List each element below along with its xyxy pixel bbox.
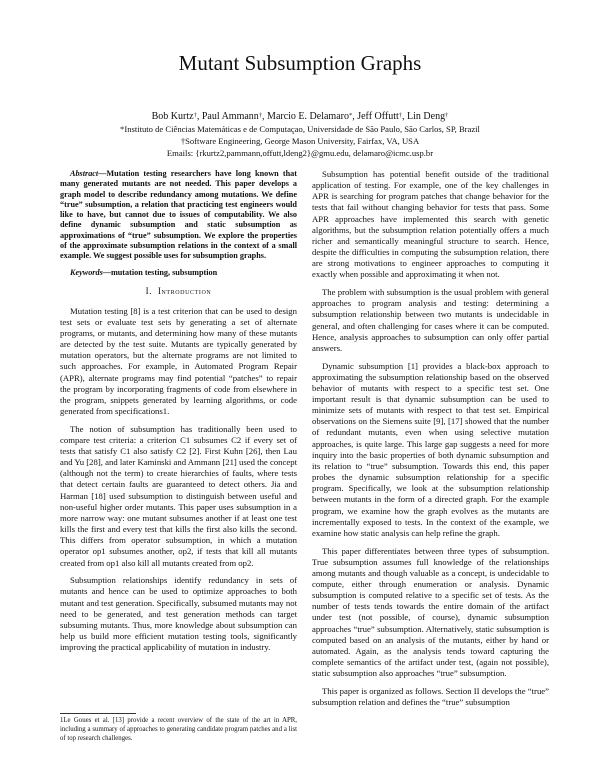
paragraph: Subsumption relationships identify redundancy in sets of mutants and hence can be used to optimize approaches to both mutant and test generation. Specifically, subsumed mutants may not need to be generated, and test generation methods can target subsuming mutants. Thus, more knowledge about subsumption can help us build more efficient mutation testing tools, significantly improving the practical applicability of mutation in industry. <box>60 575 297 653</box>
author-mark: † <box>445 112 449 119</box>
author-emails: Emails: {rkurtz2,pammann,offutt,ldeng2}@gmu.edu, delamaro@icmc.usp.br <box>166 148 434 158</box>
affiliation-line: *Instituto de Ciências Matemáticas e de Computaçao, Universidade de São Paulo, São Carlos, SP, Brazil <box>120 124 480 134</box>
author-name: Bob Kurtz <box>151 111 194 122</box>
author-mark: † <box>258 112 263 119</box>
author-name: Lin Deng <box>407 111 446 122</box>
paragraph: Mutation testing [8] is a test criterion that can be used to design test sets or evaluate test sets by generating a set of alternate programs, or mutants, and determining how many of these mutants are detected by the test suite. Mutants are typically generated by mutation operators, but the alternate programs are not limited to such approaches. For example, in Automated Program Repair (APR), alternate programs may find potential “patches” to repair the program by incorporating fragments of code from elsewhere in the program, snippets generated by learning algorithms, or code generated from specifications1. <box>60 305 297 417</box>
paragraph: The problem with subsumption is the usual problem with general approaches to program analysis and testing: determining a subsumption relationship between two mutants is undecidable in general, and often challenging for cases where it can be computed. Hence, analysis approaches to subsumption can only offer partial answers. <box>312 287 549 353</box>
keywords <box>60 268 297 278</box>
author-mark: * <box>348 112 353 119</box>
author-mark: † <box>398 112 403 119</box>
author-list: Bob Kurtz†, Paul Ammann†, Marcio E. Delamaro*, Jeff Offutt†, Lin Deng† <box>151 111 449 122</box>
author-name: Marcio E. Delamaro <box>267 111 349 122</box>
abstract <box>60 169 297 262</box>
footnote: 1Le Goues et al. [13] provide a recent overview of the state of the art in APR, including a summary of approaches to generating candidate program patches and a list of top research challenges. <box>60 717 297 742</box>
section-title: Introduction <box>157 286 212 297</box>
paragraph: This paper differentiates between three types of subsumption. True subsumption assumes full knowledge of the relationships among mutants and though valuable as a concept, is undecidable to compute, either through enumeration or analysis. Dynamic subsumption is computed relative to a specific set of tests. As the number of tests tends towards the entire domain of the artifact under test (not possible, of course), dynamic subsumption approaches “true” subsumption. Alternatively, static subsumption is computed based on an analysis of the mutants, either by hand or automated. Again, as the analysis tends toward capturing the complete semantics of the artifact under test, (again not possible), static subsumption also approaches “true” subsumption. <box>312 545 549 679</box>
keywords-label: Keywords <box>70 268 103 278</box>
author-name: Paul Ammann <box>201 111 259 122</box>
paragraph: This paper is organized as follows. Section II develops the “true” subsumption relation and defines the “true” subsumption <box>312 685 549 708</box>
paper-title: Mutant Subsumption Graphs <box>178 51 422 75</box>
abstract-text: —Mutation testing researchers have long known that many generated mutants are not needed. This paper develops a graph model to describe redundancy among mutations. We define “true” subsumption, a relation that practicing test engineers would like to have, but cannot due to issues of computability. We also define dynamic subsumption and static subsumption as approximations of “true” subsumption. We explore the properties of the approximate subsumption relations in the context of a small example. We suggest possible uses for subsumption graphs. <box>60 169 297 261</box>
affiliation-line: †Software Engineering, George Mason University, Fairfax, VA, USA <box>180 136 420 146</box>
section-number: I. <box>145 286 153 297</box>
keywords-text: —mutation testing, subsumption <box>102 268 218 278</box>
author-name: Jeff Offutt <box>357 111 399 122</box>
section-heading <box>60 286 297 297</box>
author-mark: † <box>193 112 197 119</box>
paragraph: Subsumption has potential benefit outside of the traditional application of testing. For example, one of the key challenges in APR is searching for program patches that change behavior for the tests that fail without changing behavior for tests that pass. Some APR approaches have implemented this search with genetic algorithms, but the subsumption relation potentially offers a much richer and semantically meaningful structure to search. Hence, despite the difficulties in computing the subsumption relation, there are strong motivations to engineer approaches to computing it exactly when possible and approximating it when not. <box>312 169 549 280</box>
abstract-label: Abstract <box>70 169 99 178</box>
left-column <box>60 169 297 660</box>
footnote-divider <box>60 713 136 714</box>
paragraph: Dynamic subsumption [1] provides a black-box approach to approximating the subsumption relationship based on the observed behavior of mutants with respect to a specific test set. One important result is that dynamic subsumption can be used to minimize sets of mutants with respect to that test set. Empirical observations on the Siemens suite [9], [17] showed that the number of redundant mutants, even when using selective mutation approaches, is quite large. This large gap suggests a need for more inquiry into the basic properties of both dynamic subsumption and its relation to “true” subsumption. Towards this end, this paper probes the dynamic subsumption relationship for a specific program. Specifically, we look at the subsumption relationship between mutants in the form of a directed graph. For the example program, we examine how the graph evolves as the mutants are incrementally exposed to tests. In the context of the example, we examine how static analysis can help refine the graph. <box>312 360 549 538</box>
paragraph: The notion of subsumption has traditionally been used to compare test criteria: a criterion C1 subsumes C2 if every set of tests that satisfy C1 also satisfy C2 [2]. First Kuhn [26], then Lau and Yu [28], and later Kaminski and Ammann [21] used the concept (although not the term) to create hierarchies of faults, where tests that detect certain faults are guaranteed to detect others. Jia and Harman [18] used subsumption to distinguish between useful and non-useful higher order mutants. This paper uses subsumption in a more narrow way: one mutant subsumes another if at least one test kills the first and every test that kills the first also kills the second. This differs from operator subsumption, in which a mutation operator op1 subsumes another, op2, if tests that kill all mutants created from op1 also kill all mutants created from op2. <box>60 423 297 568</box>
right-column <box>312 169 549 715</box>
